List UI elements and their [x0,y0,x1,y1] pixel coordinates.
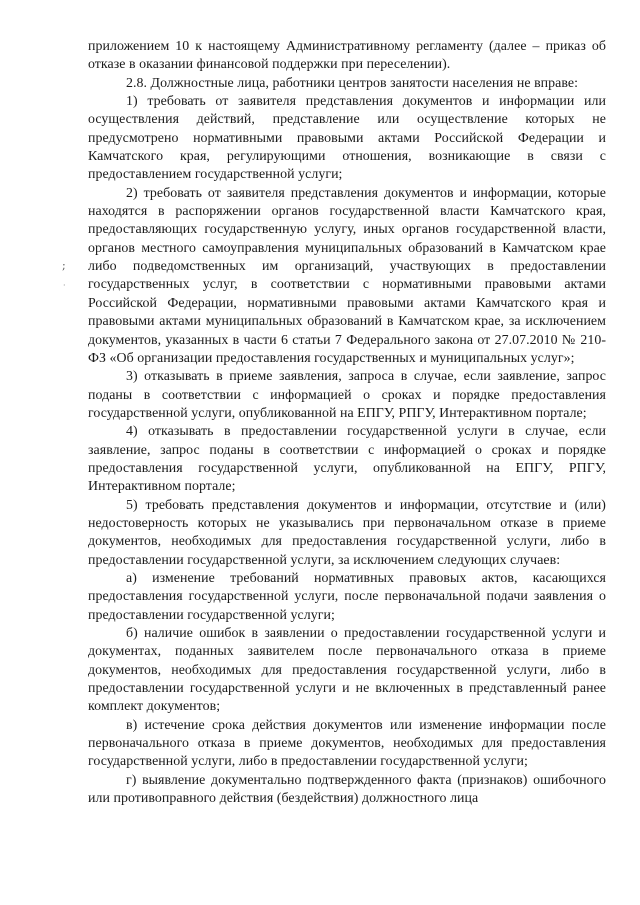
paragraph-item-2: 2) требовать от заявителя представления документов и информации, которые находятся в распоряжении органов государственной власти Камчатского края, предоставляющих государственную услугу, иных органов государственной власти, органов местного самоуправления муниципальных образований в Камчатском крае либо подведомственных им организаций, участвующих в предоставлении государственных услуг, в соответствии с нормативными правовыми актами Российской Федерации, нормативными правовыми актами Камчатского края и правовыми актами муниципальных образований в Камчатском крае, за исключением документов, указанных в части 6 статьи 7 Федерального закона от 27.07.2010 № 210-ФЗ «Об организации предоставления государственных и муниципальных услуг»; [88,185,606,366]
paragraph-section-2-8: 2.8. Должностные лица, работники центров занятости населения не вправе: [126,75,579,91]
paragraph-subitem-g: г) выявление документально подтвержденного факта (признаков) ошибочного или противоправного действия (бездействия) должностного лица [88,772,606,807]
document-page [88,38,606,808]
paragraph-item-3: 3) отказывать в приеме заявления, запроса в случае, если заявление, запрос поданы в соответствии с информацией о сроках и порядке предоставления государственной услуги, опубликованной на ЕПГУ, РПГУ, Интерактивном портале; [88,369,606,421]
paragraph-subitem-b: б) наличие ошибок в заявлении о предоставлении государственной услуги и документах, поданных заявителем после первоначального отказа в приеме документов, необходимых для предоставления государственной услуги, либо в предоставлении государственной услуги и не включенных в представленный ранее комплект документов; [88,626,606,715]
paragraph-subitem-v: в) истечение срока действия документов или изменение информации после первоначального отказа в приеме документов, необходимых для предоставления государственной услуги, либо в предоставлении государственной услуги; [88,717,606,770]
paragraph-subitem-a: а) изменение требований нормативных правовых актов, касающихся предоставления государственной услуги, после первоначальной подачи заявления о предоставлении государственной услуги; [88,570,606,623]
paragraph-item-1: 1) требовать от заявителя представления документов и информации или осуществления действий, представление или осуществление которых не предусмотрено нормативными правовыми актами Российской Федерации и Камчатского края, регулирующими отношения, возникающие в связи с предоставлением государственной услуги; [88,94,606,183]
margin-mark: ; [62,259,66,272]
paragraph-item-4: 4) отказывать в предоставлении государственной услуги в случае, если заявление, запрос поданы в соответствии с информацией о сроках и порядке предоставления государственной услуги, опубликованной на ЕПГУ, РПГУ, Интерактивном портале; [88,424,606,495]
paragraph-continuation: приложением 10 к настоящему Административному регламенту (далее – приказ об отказе в оказании финансовой поддержки при переселении). [88,39,606,73]
paragraph-item-5: 5) требовать представления документов и информации, отсутствие и (или) недостоверность которых не указывались при первоначальном отказе в приеме документов, необходимых для предоставления государственной услуги, либо в предоставлении государственной услуги, за исключением следующих случаев: [88,497,606,568]
margin-dot: · [63,281,66,290]
